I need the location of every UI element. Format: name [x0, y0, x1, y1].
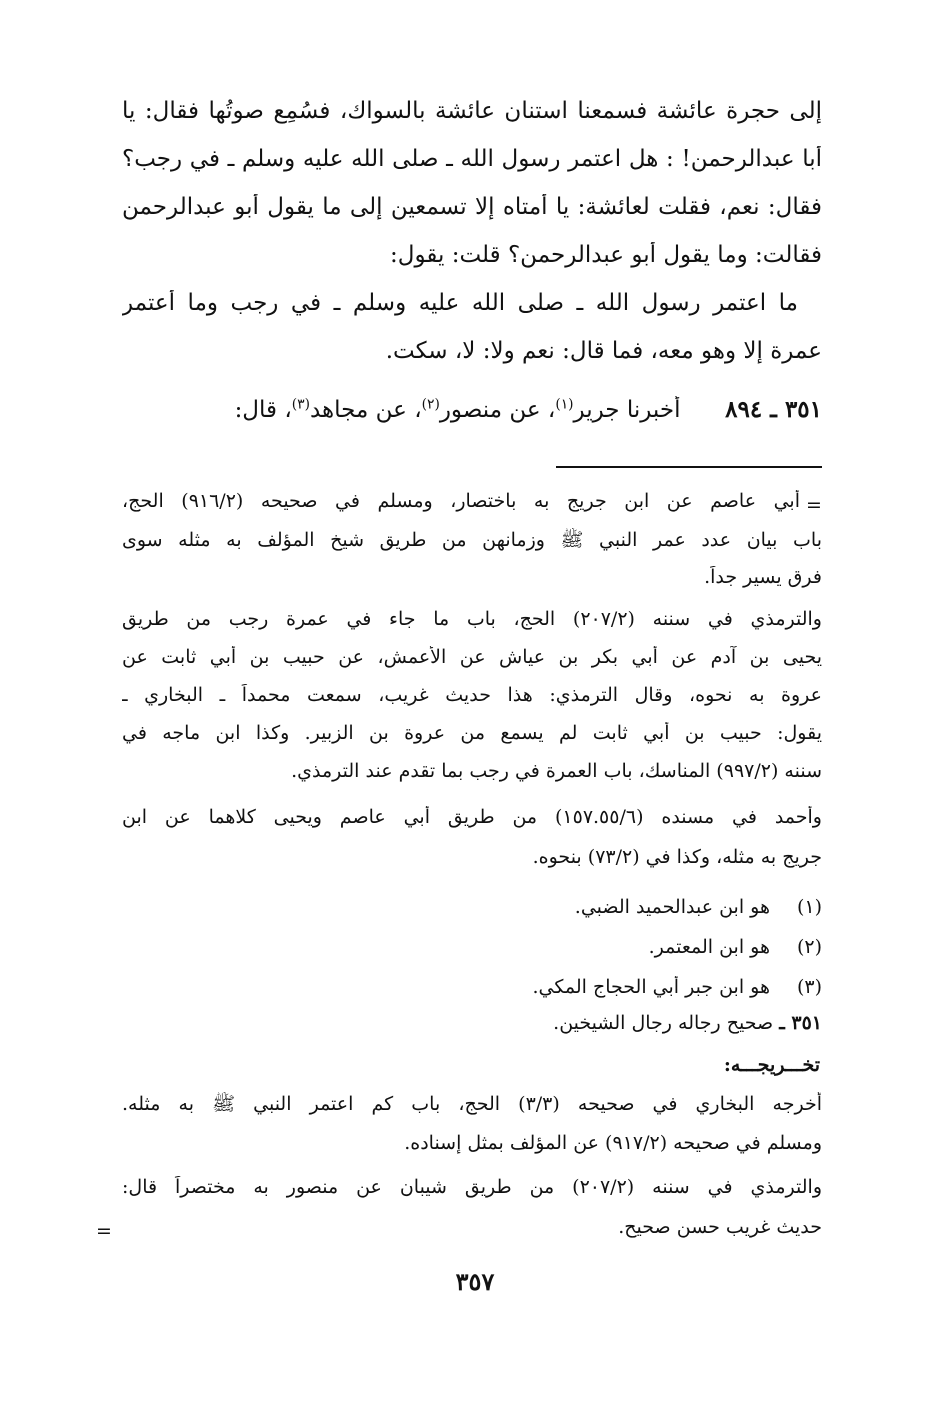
hadith-text-b: ، عن منصور: [439, 397, 556, 423]
footnote-line-5: يحيى بن آدم عن أبي بكر بن عياش عن الأعمش، عن حبيب بن أبي ثابت عن: [122, 646, 822, 668]
footnote-line-4: والترمذي في سننه (٢٠٧/٢) الحج، باب ما جاء في عمرة رجب من طريق: [122, 608, 822, 630]
footnote-1-number: (١): [796, 896, 822, 918]
footnote-ref-2: (٢): [421, 396, 440, 413]
footnote-line-7: يقول: حبيب بن أبي ثابت لم يسمع من عروة بن الزبير. وكذا ابن ماجه في: [122, 722, 822, 744]
hadith-text-a: أخبرنا جرير: [573, 397, 681, 423]
footnote-2-number: (٢): [796, 936, 822, 958]
footnote-3-number: (٣): [796, 976, 822, 998]
hadith-351-number: ٣٥١ ـ: [779, 1012, 822, 1034]
footnote-line-1: أبي عاصم عن ابن جريج به باختصار، ومسلم في صحيحه (٩١٦/٢) الحج،: [122, 490, 800, 512]
hadith-351-grading: [122, 1012, 822, 1034]
continuation-mark-end: =: [96, 1220, 112, 1242]
page-number: ٣٥٧: [455, 1267, 495, 1296]
takhrij-line-1: أخرجه البخاري في صحيحه (٣/٣) الحج، باب كم اعتمر النبي ﷺ به مثله.: [122, 1093, 822, 1115]
main-text-line-4: فقالت: وما يقول أبو عبدالرحمن؟ قلت: يقول:: [390, 242, 822, 268]
footnote-line-6: عروة به نحوه، وقال الترمذي: هذا حديث غريب، سمعت محمداً ـ البخاري ـ: [122, 684, 822, 706]
footnote-line-10: جريج به مثله، وكذا في (٧٣/٢) بنحوه.: [532, 846, 822, 868]
footnote-ref-1: (١): [555, 396, 574, 413]
footnote-1-text: هو ابن عبدالحميد الضبي.: [574, 896, 770, 918]
footnote-1: [122, 896, 822, 918]
footnote-2: [122, 936, 822, 958]
main-text-line-1: إلى حجرة عائشة فسمعنا استنان عائشة بالسواك، فسُمِع صوتُها فقال: يا: [122, 98, 822, 124]
footnote-ref-3: (٣): [291, 396, 310, 413]
footnote-2-text: هو ابن المعتمر.: [648, 936, 770, 958]
hadith-351-grading-text: صحيح رجاله رجال الشيخين.: [553, 1012, 774, 1034]
hadith-text-d: ، قال:: [234, 397, 292, 423]
main-text-line-3: فقال: نعم، فقلت لعائشة: يا أمتاه إلا تسمعين إلى ما يقول أبو عبدالرحمن: [122, 194, 822, 220]
footnote-line-9: وأحمد في مسنده (١٥٧.٥٥/٦) من طريق أبي عاصم ويحيى كلاهما عن ابن: [122, 806, 822, 828]
main-text-line-5: ما اعتمر رسول الله ـ صلى الله عليه وسلم ـ في رجب وما أعتمر: [122, 290, 798, 316]
footnote-3: [122, 976, 822, 998]
takhrij-line-3: والترمذي في سننه (٢٠٧/٢) من طريق شيبان عن منصور به مختصراً قال:: [122, 1176, 822, 1198]
hadith-number: ٣٥١ ـ ٨٩٤: [725, 396, 822, 423]
main-text-line-6: عمرة إلا وهو معه، فما قال: نعم ولا: لا، سكت.: [385, 338, 822, 364]
footnote-line-8: سننه (٩٩٧/٢) المناسك، باب العمرة في رجب بما تقدم عند الترمذي.: [291, 760, 822, 782]
hadith-opening-line: [122, 396, 822, 423]
continuation-mark: =: [806, 494, 822, 516]
footnote-separator: [556, 466, 822, 468]
footnote-3-text: هو ابن جبر أبي الحجاج المكي.: [532, 976, 770, 998]
footnote-line-3: فرق يسير جداً.: [704, 566, 822, 588]
takhrij-line-2: ومسلم في صحيحه (٩١٧/٢) عن المؤلف بمثل إسناده.: [404, 1132, 822, 1154]
takhrij-heading: تخـــريجـــه:: [723, 1054, 820, 1076]
takhrij-line-4: حديث غريب حسن صحيح.: [618, 1216, 822, 1238]
hadith-text-c: ، عن مجاهد: [309, 397, 422, 423]
footnote-line-2: باب بيان عدد عمر النبي ﷺ وزمانهن من طريق شيخ المؤلف به مثله سوى: [122, 529, 822, 551]
main-text-line-2: أبا عبدالرحمن! : هل اعتمر رسول الله ـ صلى الله عليه وسلم ـ في رجب؟: [122, 146, 822, 172]
